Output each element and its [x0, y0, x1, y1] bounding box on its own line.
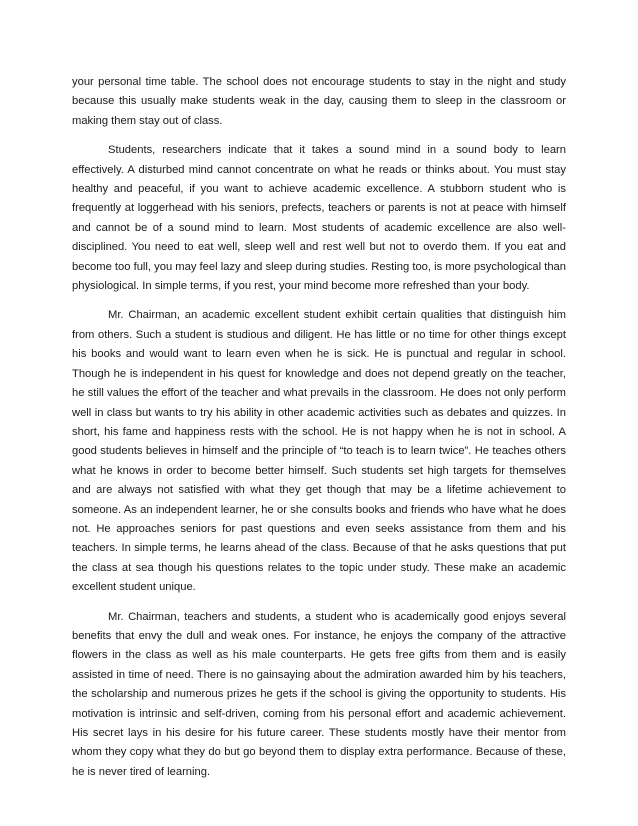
paragraph-1: your personal time table. The school does not encourage students to stay in the night and study because this usually make students weak in the day, causing them to sleep in the classroom or making them stay out of class.: [72, 76, 566, 127]
paragraph-2: Students, researchers indicate that it takes a sound mind in a sound body to learn effectively. A disturbed mind cannot concentrate on what he reads or thinks about. You must stay healthy and peaceful, if you want to achieve academic excellence. A stubborn student who is frequently at loggerhead with his seniors, prefects, teachers or parents is not at peace with himself and cannot be of a sound mind to learn. Most students of academic excellence are also well-disciplined. You need to eat well, sleep well and rest well but not to overdo them. If you eat and become too full, you may feel lazy and sleep during studies. Resting too, is more psychological than physiological. In simple terms, if you rest, your mind become more refreshed than your body.: [72, 144, 566, 293]
document-body: [72, 73, 566, 792]
paragraph-3: Mr. Chairman, an academic excellent student exhibit certain qualities that distinguish him from others. Such a student is studious and diligent. He has little or no time for other things except his books and would want to learn even when he is sick. He is punctual and regular in school. Though he is independent in his quest for knowledge and does not depend greatly on the teacher, he still values the effort of the teacher and what prevails in the classroom. He does not only perform well in class but wants to try his ability in other academic activities such as debates and quizzes. In short, his fame and happiness rests with the school. He is not happy when he is not in school. A good students believes in himself and the principle of “to teach is to learn twice”. He teaches others what he knows in order to become better himself. Such students set high targets for themselves and are always not satisfied with what they get though that may be a lifetime achievement to someone. As an independent learner, he or she consults books and friends who have what he does not. He approaches seniors for past questions and even seeks assistance from them and his teachers. In simple terms, he learns ahead of the class. Because of that he asks questions that put the class at sea though his questions relates to the topic under study. These make an academic excellent student unique.: [72, 309, 566, 594]
paragraph-4: Mr. Chairman, teachers and students, a student who is academically good enjoys several benefits that envy the dull and weak ones. For instance, he enjoys the company of the attractive flowers in the class as well as his male counterparts. He gets free gifts from them and is easily assisted in time of need. There is no gainsaying about the admiration awarded him by his teachers, the scholarship and numerous prizes he gets if the school is giving the opportunity to students. His motivation is intrinsic and self-driven, coming from his personal effort and academic achievement. His secret lays in his desire for his future career. These students mostly have their mentor from whom they copy what they do but go beyond them to display extra performance. Because of these, he is never tired of learning.: [72, 610, 566, 778]
